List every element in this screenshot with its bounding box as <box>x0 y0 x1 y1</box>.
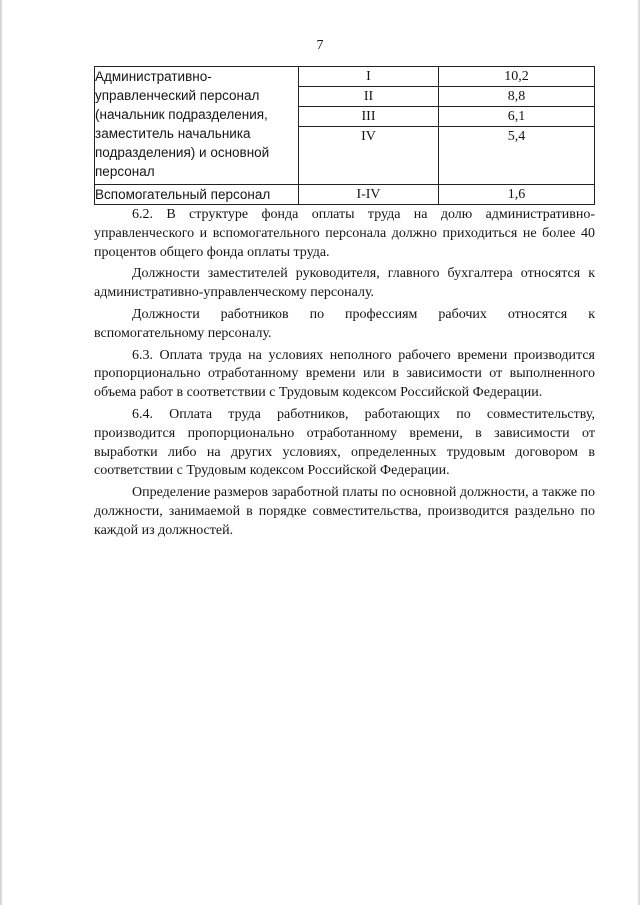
paragraph-workers: Должности работников по профессиям рабочих относятся к вспомогательному персоналу. <box>94 306 595 341</box>
body-text <box>94 206 595 544</box>
group-cell: I-IV <box>299 185 439 205</box>
table-row <box>95 185 595 205</box>
paragraph-6-4: 6.4. Оплата труда работников, работающих по совместительству, производится пропорционально отработанному времени, в зависимости от выработки либо на других условиях, определенных трудовым договором в соответствии с Трудовым кодексом Российской Федерации. <box>94 406 595 479</box>
paragraph-6-2: 6.2. В структуре фонда оплаты труда на долю административно-управленческого и вспомогательного персонала должно приходиться не более 40 процентов общего фонда оплаты труда. <box>94 207 595 260</box>
coefficient-cell: 5,4 <box>439 127 595 185</box>
scan-edge-left <box>0 0 3 905</box>
coefficient-cell: 10,2 <box>439 67 595 87</box>
table-row <box>95 67 595 87</box>
group-cell: I <box>299 67 439 87</box>
group-cell: II <box>299 87 439 107</box>
paragraph-6-3: 6.3. Оплата труда на условиях неполного рабочего времени производится пропорционально отработанному времени или в зависимости от выполненного объема работ в соответствии с Трудовым кодексом Российской Федерации. <box>94 347 595 401</box>
category-admin-cell: Административно-управленческий персонал (начальник подразделения, заместитель начальника подразделения) и основной персонал <box>95 67 299 185</box>
category-support-cell: Вспомогательный персонал <box>95 185 299 205</box>
coefficient-table <box>94 66 595 205</box>
group-cell: III <box>299 107 439 127</box>
paragraph-deputies: Должности заместителей руководителя, главного бухгалтера относятся к административно-управленческому персоналу. <box>94 266 595 301</box>
group-cell: IV <box>299 127 439 185</box>
page-number: 7 <box>316 38 324 53</box>
coefficient-cell: 1,6 <box>439 185 595 205</box>
paragraph-salary: Определение размеров заработной платы по основной должности, а также по должности, занимаемой в порядке совместительства, производится раздельно по каждой из должностей. <box>94 485 595 538</box>
coefficient-cell: 6,1 <box>439 107 595 127</box>
coefficient-cell: 8,8 <box>439 87 595 107</box>
